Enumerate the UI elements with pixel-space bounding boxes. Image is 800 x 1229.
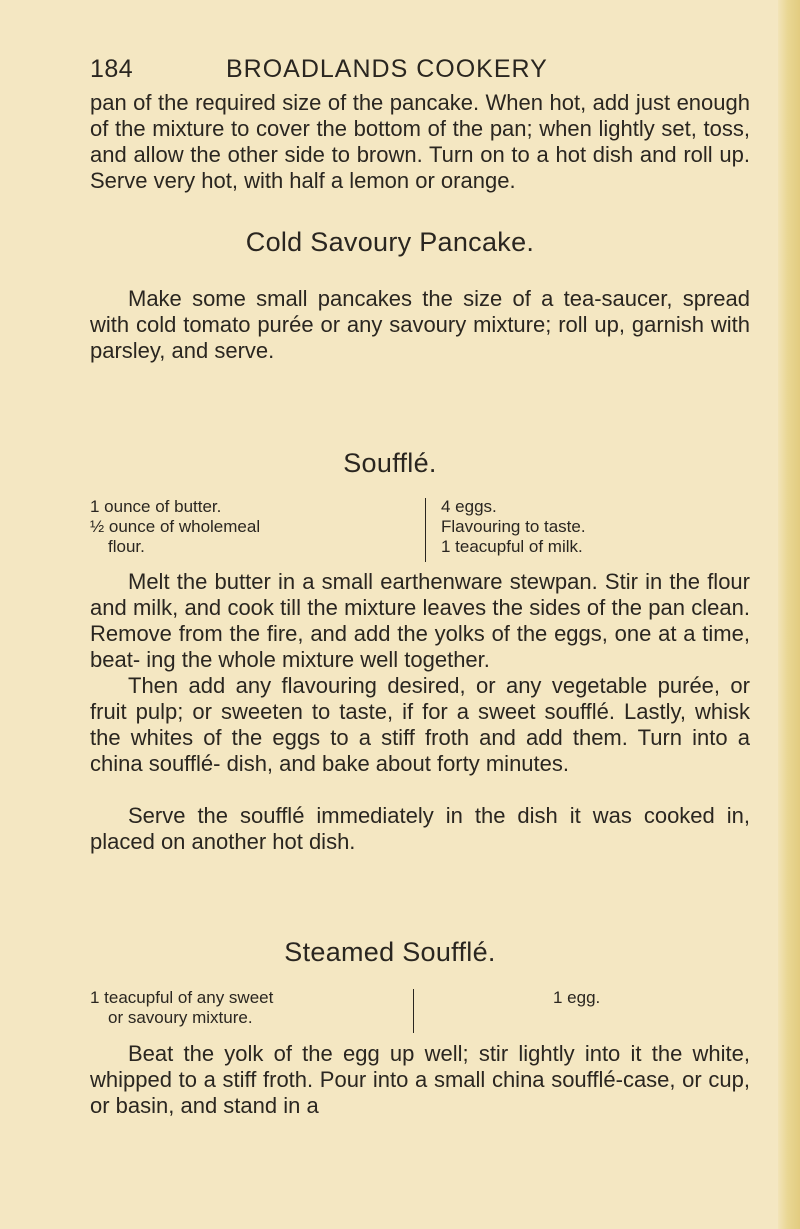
ingredient: 1 teacupful of milk. [441,537,583,556]
ingredient: 1 ounce of butter. [90,497,222,516]
ingredient: 1 teacupful of any sweet [90,988,274,1007]
recipe-title-souffle: Soufflé. [343,448,437,478]
column-divider [425,498,426,562]
ingredient: Flavouring to taste. [441,517,586,536]
recipe-paragraph: Serve the soufflé immediately in the dish it was cooked in, placed on another hot dish. [90,803,750,854]
ingredient: or savoury mixture. [108,1008,253,1027]
recipe-paragraph: Make some small pancakes the size of a tea-saucer, spread with cold tomato purée or any savoury mixture; roll up, garnish with parsley, and serve. [90,286,750,363]
page-edge [778,0,800,1229]
intro-paragraph: pan of the required size of the pancake. When hot, add just enough of the mixture to cover the bottom of the pan; when lightly set, toss, and allow the other side to brown. Turn on to a hot dish and roll up. Serve very hot, with half a lemon or orange. [90,90,750,193]
recipe-paragraph: Then add any flavouring desired, or any vegetable purée, or fruit pulp; or sweeten to taste, if for a sweet soufflé. Lastly, whisk the whites of the eggs to a stiff froth and add them. Turn into a china soufflé- dish, and bake about forty minutes. [90,673,750,776]
recipe-title-cold-savoury-pancake: Cold Savoury Pancake. [245,227,535,257]
ingredient: 4 eggs. [441,497,497,516]
page-number: 184 [90,55,134,83]
recipe-paragraph: Melt the butter in a small earthenware stewpan. Stir in the flour and milk, and cook till the mixture leaves the sides of the pan clean. Remove from the fire, and add the yolks of the eggs, one at a time, beat- ing the whole mixture well together. [90,569,750,672]
recipe-paragraph: Beat the yolk of the egg up well; stir lightly into it the white, whipped to a stiff froth. Pour into a small china soufflé-case, or cup, or basin, and stand in a [90,1041,750,1118]
ingredient: flour. [108,537,145,556]
column-divider [413,989,414,1033]
book-title: BROADLANDS COOKERY [226,55,548,83]
recipe-title-steamed-souffle: Steamed Soufflé. [284,937,496,967]
ingredient: 1 egg. [553,988,601,1007]
ingredient: ½ ounce of wholemeal [90,517,261,536]
